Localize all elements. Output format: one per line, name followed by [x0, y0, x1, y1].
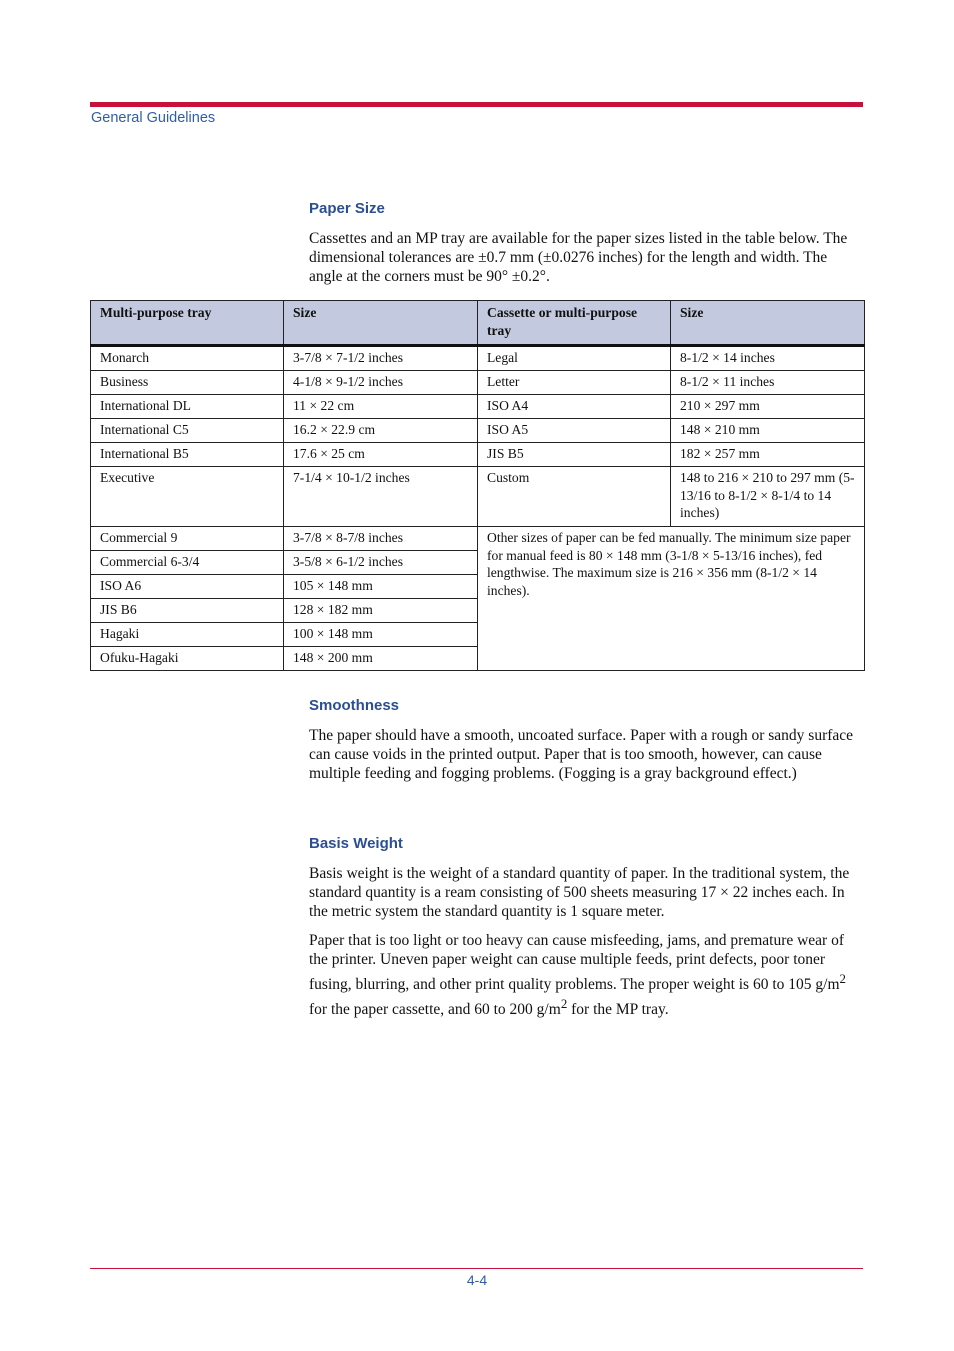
table-header-cell: Multi-purpose tray — [91, 301, 284, 346]
superscript: 2 — [560, 996, 568, 1012]
table-cell: 4-1/8 × 9-1/2 inches — [284, 371, 478, 395]
weight-text-part: Paper that is too light or too heavy can cause misfeeding, jams, and premature wear of the printer. Uneven paper weight can cause multiple feeds, print defects, poor toner fusing, blurring, and other print quality problems. The proper weight is 60 to 105 g/m — [309, 931, 845, 994]
table-cell: 128 × 182 mm — [284, 599, 478, 623]
table-row — [91, 467, 865, 527]
table-cell: ISO A6 — [91, 575, 284, 599]
running-header: General Guidelines — [91, 110, 216, 126]
table-cell: International DL — [91, 395, 284, 419]
heading-paper-size: Paper Size — [309, 200, 385, 217]
table-cell: Business — [91, 371, 284, 395]
table-header-row — [91, 301, 865, 346]
table-cell: JIS B6 — [91, 599, 284, 623]
table-cell: Letter — [478, 371, 671, 395]
weight-text-part: for the paper cassette, and 60 to 200 g/m — [309, 1001, 561, 1019]
weight-text-part: for the MP tray. — [567, 1001, 669, 1019]
basis-weight-body — [309, 864, 857, 1020]
table-row — [91, 419, 865, 443]
paper-size-body — [309, 229, 857, 287]
manual-feed-note: Other sizes of paper can be fed manually. The minimum size paper for manual feed is 80 × 148 mm (3-1/8 × 5-13/16 inches), fed lengthwise. The maximum size is 216 × 356 mm (8-1/2 × 14 inches). — [478, 527, 865, 671]
table-cell: ISO A5 — [478, 419, 671, 443]
basis-weight-paragraph-1: Basis weight is the weight of a standard quantity of paper. In the traditional system, the standard quantity is a ream consisting of 500 sheets measuring 17 × 22 inches each. In the metric system the standard quantity is 1 square meter. — [309, 865, 850, 921]
table-cell: 148 × 210 mm — [671, 419, 865, 443]
table-cell: Ofuku-Hagaki — [91, 647, 284, 671]
header-rule — [90, 102, 863, 107]
table-cell: 8-1/2 × 14 inches — [671, 346, 865, 371]
table-cell: 7-1/4 × 10-1/2 inches — [284, 467, 478, 527]
table-cell: 100 × 148 mm — [284, 623, 478, 647]
table-cell: International B5 — [91, 443, 284, 467]
heading-smoothness: Smoothness — [309, 697, 400, 714]
table-cell: International C5 — [91, 419, 284, 443]
table-row — [91, 527, 865, 551]
table-cell: Commercial 9 — [91, 527, 284, 551]
page-number: 4-4 — [466, 1272, 488, 1288]
footer-rule — [90, 1268, 863, 1269]
table-cell: 11 × 22 cm — [284, 395, 478, 419]
table-cell: Monarch — [91, 346, 284, 371]
table-cell: Custom — [478, 467, 671, 527]
table-cell: 105 × 148 mm — [284, 575, 478, 599]
table-cell: 3-7/8 × 7-1/2 inches — [284, 346, 478, 371]
table-cell: 17.6 × 25 cm — [284, 443, 478, 467]
smoothness-paragraph: The paper should have a smooth, uncoated surface. Paper with a rough or sandy surface can cause voids in the printed output. Paper that is too smooth, however, can cause multiple feeding and fogging problems. (Fogging is a gray background effect.) — [309, 727, 854, 783]
table-cell: Hagaki — [91, 623, 284, 647]
table-cell: Legal — [478, 346, 671, 371]
table-cell: 3-7/8 × 8-7/8 inches — [284, 527, 478, 551]
table-header-cell: Cassette or multi-purpose tray — [478, 301, 671, 346]
table-cell: Executive — [91, 467, 284, 527]
basis-weight-paragraph-2 — [309, 931, 857, 1020]
table-cell: ISO A4 — [478, 395, 671, 419]
table-cell: 148 to 216 × 210 to 297 mm (5-13/16 to 8-1/2 × 8-1/4 to 14 inches) — [671, 467, 865, 527]
table-row — [91, 443, 865, 467]
paper-size-table — [90, 300, 865, 671]
table-cell: 148 × 200 mm — [284, 647, 478, 671]
heading-basis-weight: Basis Weight — [309, 835, 403, 852]
table-header-cell: Size — [284, 301, 478, 346]
table-cell: 3-5/8 × 6-1/2 inches — [284, 551, 478, 575]
table-row — [91, 371, 865, 395]
paper-size-paragraph: Cassettes and an MP tray are available for the paper sizes listed in the table below. The dimensional tolerances are ±0.7 mm (±0.0276 inches) for the length and width. The angle at the corners must be 90° ±0.2°. — [309, 230, 848, 286]
superscript: 2 — [839, 971, 846, 987]
table-cell: 16.2 × 22.9 cm — [284, 419, 478, 443]
table-cell: JIS B5 — [478, 443, 671, 467]
table-cell: 8-1/2 × 11 inches — [671, 371, 865, 395]
smoothness-body — [309, 726, 857, 784]
table-header-cell: Size — [671, 301, 865, 346]
table-cell: 210 × 297 mm — [671, 395, 865, 419]
table-row — [91, 395, 865, 419]
table-cell: 182 × 257 mm — [671, 443, 865, 467]
table-cell: Commercial 6-3/4 — [91, 551, 284, 575]
table-row — [91, 346, 865, 371]
